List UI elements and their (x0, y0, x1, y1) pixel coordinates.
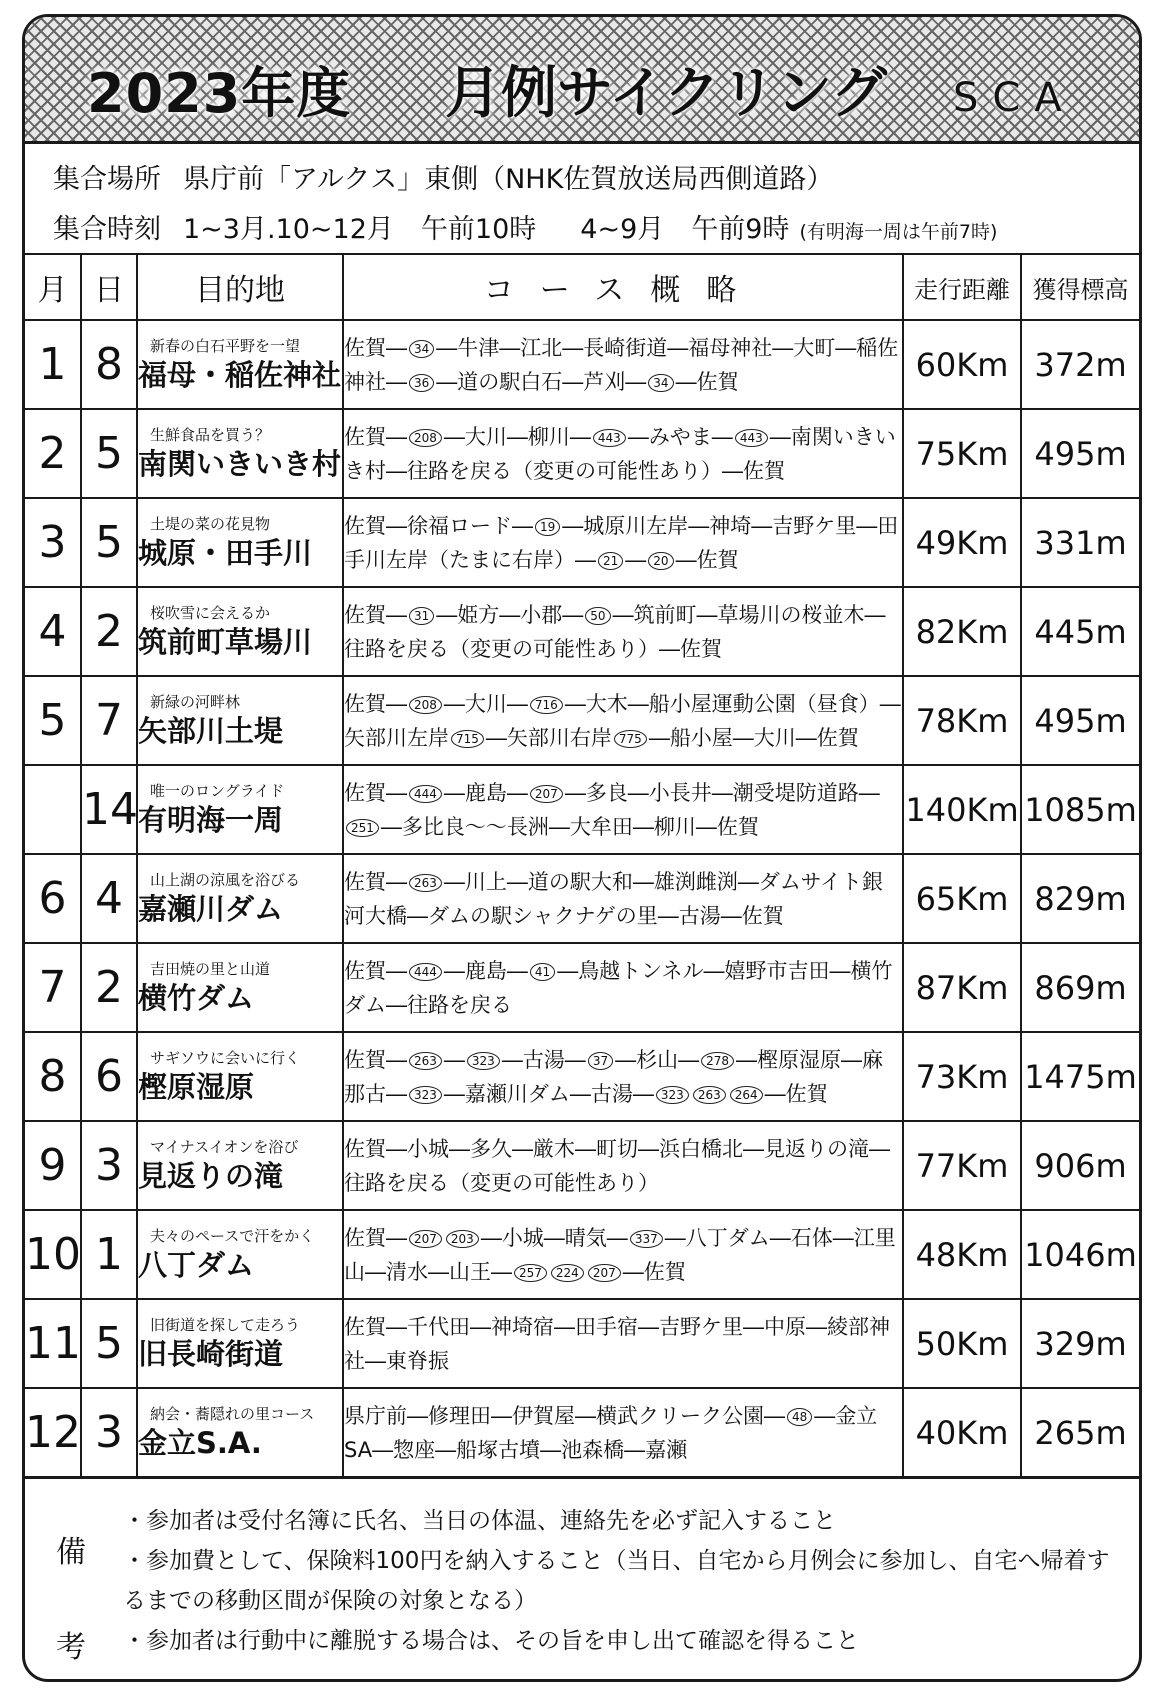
table-row (25, 1299, 1139, 1388)
remark-item: ・参加者は行動中に離脱する場合は、その旨を申し出て確認を得ること (123, 1628, 859, 1654)
course-cell (343, 1388, 903, 1477)
elevation-cell: 869m (1021, 943, 1139, 1032)
course-text: ―多比良〜〜長洲―大牟田―柳川―佐賀 (380, 814, 759, 839)
course-text: ―佐賀 (622, 1259, 686, 1284)
distance-cell: 48Km (903, 1210, 1021, 1299)
course-text: 佐賀― (344, 424, 407, 449)
route-number-badge: 208 (409, 429, 442, 447)
route-number-badge: 48 (787, 1408, 812, 1426)
meeting-time-winter: 1~3月.10~12月 午前10時 (183, 214, 537, 245)
route-number-badge: 337 (630, 1230, 663, 1248)
course-text: 佐賀― (344, 335, 407, 360)
route-number-badge: 19 (535, 518, 560, 536)
elevation-cell: 445m (1021, 587, 1139, 676)
destination-name: 樫原湿原 (138, 1069, 255, 1104)
course-text: 佐賀―千代田―神埼宿―田手宿―吉野ケ里―中原―綾部神社―東脊振 (344, 1314, 890, 1373)
meeting-time-label: 集合時刻 (53, 214, 161, 245)
course-text: 佐賀― (344, 869, 407, 894)
table-row (25, 409, 1139, 498)
distance-cell: 60Km (903, 320, 1021, 409)
course-text: ―金立SA―惣座―船塚古墳―池森橋―嘉瀬 (344, 1403, 878, 1462)
route-number-badge: 34 (409, 340, 434, 358)
elevation-cell: 331m (1021, 498, 1139, 587)
course-text: ―嘉瀬川ダム―古湯― (443, 1081, 654, 1106)
col-elevation: 獲得標高 (1021, 254, 1139, 320)
elevation-cell: 1046m (1021, 1210, 1139, 1299)
month-cell: 7 (25, 943, 81, 1032)
month-cell: 1 (25, 320, 81, 409)
table-row (25, 587, 1139, 676)
month-cell: 8 (25, 1032, 81, 1121)
elevation-cell: 1475m (1021, 1032, 1139, 1121)
course-text: ―みやま― (627, 424, 733, 449)
course-text: 佐賀― (344, 1225, 407, 1250)
day-cell: 2 (81, 943, 137, 1032)
course-text: ―八丁ダム―石体―江里山―清水―山王― (344, 1225, 896, 1284)
course-cell (343, 498, 903, 587)
course-text: ―道の駅白石―芦刈― (436, 369, 647, 394)
course-text: ―川上―道の駅大和―雄渕雌渕―ダムサイト銀河大橋―ダムの駅シャクナゲの里―古湯―佐賀 (344, 869, 884, 928)
course-cell (343, 676, 903, 765)
meeting-place-label: 集合場所 (53, 164, 161, 195)
course-text: ―古湯― (501, 1047, 586, 1072)
route-number-badge: 207 (588, 1264, 621, 1282)
route-number-badge: 36 (409, 374, 434, 392)
course-text: 佐賀― (344, 780, 407, 805)
route-number-badge: 263 (693, 1086, 726, 1104)
title-banner (25, 17, 1139, 144)
destination-name: 矢部川土堤 (138, 713, 284, 748)
meeting-time (53, 207, 997, 246)
col-distance: 走行距離 (903, 254, 1021, 320)
destination-subtitle: 新春の白石平野を一望 (150, 336, 301, 355)
elevation-cell: 329m (1021, 1299, 1139, 1388)
col-month: 月 (25, 254, 81, 320)
course-text: 佐賀― (344, 958, 407, 983)
course-cell (343, 765, 903, 854)
distance-cell: 50Km (903, 1299, 1021, 1388)
course-text: 佐賀― (344, 602, 407, 627)
table-row (25, 320, 1139, 409)
table-header-row (25, 254, 1139, 320)
route-number-badge: 716 (530, 696, 563, 714)
route-number-badge: 715 (451, 730, 484, 748)
col-course: コース概略 (343, 254, 903, 320)
destination-cell (137, 320, 343, 409)
course-text: ―佐賀 (675, 547, 739, 572)
course-text: ―矢部川右岸 (485, 725, 612, 750)
course-cell (343, 1032, 903, 1121)
table-row (25, 765, 1139, 854)
destination-name: 城原・田手川 (138, 535, 313, 570)
course-cell (343, 854, 903, 943)
destination-name: 金立S.A. (138, 1425, 262, 1460)
day-cell: 2 (81, 587, 137, 676)
table-row (25, 1121, 1139, 1210)
meeting-place-value: 県庁前「アルクス」東側（NHK佐賀放送局西側道路） (183, 164, 834, 195)
route-number-badge: 257 (514, 1264, 547, 1282)
meeting-place (53, 157, 833, 196)
table-row (25, 498, 1139, 587)
month-cell: 5 (25, 676, 81, 765)
destination-name: 南関いきいき村 (138, 446, 342, 481)
day-cell: 5 (81, 498, 137, 587)
course-cell (343, 409, 903, 498)
destination-cell (137, 1032, 343, 1121)
remark-item: ・参加費として、保険料100円を納入すること（当日、自宅から月例会に参加し、自宅へ帰着するまでの移動区間が保険の対象となる） (123, 1548, 1110, 1614)
elevation-cell: 265m (1021, 1388, 1139, 1477)
destination-name: 旧長崎街道 (138, 1336, 284, 1371)
schedule-sheet (22, 14, 1142, 1682)
month-cell: 6 (25, 854, 81, 943)
course-cell (343, 1121, 903, 1210)
meeting-time-summer: 4~9月 午前9時 (580, 214, 790, 245)
course-text: ― (625, 547, 647, 572)
route-number-badge: 50 (585, 607, 610, 625)
remarks-title: 備考 (56, 1535, 86, 1665)
route-number-badge: 323 (467, 1052, 500, 1070)
course-text: ―樫原湿原―麻那古― (344, 1047, 883, 1106)
route-number-badge: 278 (701, 1052, 734, 1070)
table-row (25, 1388, 1139, 1477)
route-number-badge: 251 (346, 819, 379, 837)
day-cell: 3 (81, 1121, 137, 1210)
day-cell: 1 (81, 1210, 137, 1299)
elevation-cell: 495m (1021, 409, 1139, 498)
route-number-badge: 444 (409, 963, 442, 981)
destination-subtitle: 新緑の河畔林 (150, 692, 241, 711)
route-number-badge: 224 (551, 1264, 584, 1282)
meeting-time-note: (有明海一周は午前7時) (799, 221, 998, 243)
distance-cell: 87Km (903, 943, 1021, 1032)
course-text: ―大川―柳川― (443, 424, 591, 449)
schedule-table (25, 253, 1139, 1478)
route-number-badge: 207 (409, 1230, 442, 1248)
route-number-badge: 323 (409, 1086, 442, 1104)
elevation-cell: 1085m (1021, 765, 1139, 854)
course-text: ― (443, 1047, 465, 1072)
destination-name: 福母・稲佐神社 (138, 357, 342, 392)
table-row (25, 1032, 1139, 1121)
course-cell (343, 587, 903, 676)
course-text: ―大川― (443, 691, 528, 716)
remarks-list (123, 1501, 1128, 1661)
course-text: ―佐賀 (675, 369, 739, 394)
elevation-cell: 372m (1021, 320, 1139, 409)
distance-cell: 78Km (903, 676, 1021, 765)
course-cell (343, 1210, 903, 1299)
course-text: ―筑前町―草場川の桜並木―往路を戻る（変更の可能性あり）―佐賀 (344, 602, 886, 661)
destination-name: 横竹ダム (138, 980, 255, 1015)
destination-name: 有明海一周 (138, 802, 284, 837)
distance-cell: 77Km (903, 1121, 1021, 1210)
col-day: 日 (81, 254, 137, 320)
table-row (25, 1210, 1139, 1299)
course-text: ―杉山― (615, 1047, 700, 1072)
course-text: ―多良―小長井―潮受堤防道路― (564, 780, 880, 805)
course-cell (343, 320, 903, 409)
month-cell: 9 (25, 1121, 81, 1210)
distance-cell: 140Km (903, 765, 1021, 854)
club-name: SCA (953, 75, 1076, 121)
destination-subtitle: 土堤の菜の花見物 (150, 514, 271, 533)
course-text: ―大木―船小屋運動公園（昼食）―矢部川左岸 (344, 691, 901, 750)
route-number-badge: 34 (648, 374, 673, 392)
destination-name: 嘉瀬川ダム (138, 891, 284, 926)
course-text: ―鳥越トンネル―嬉野市吉田―横竹ダム―往路を戻る (344, 958, 893, 1017)
destination-cell (137, 1121, 343, 1210)
destination-cell (137, 765, 343, 854)
destination-cell (137, 854, 343, 943)
route-number-badge: 21 (598, 552, 623, 570)
course-text: ―城原川左岸―神埼―吉野ケ里―田手川左岸（たまに右岸）― (344, 513, 899, 572)
elevation-cell: 829m (1021, 854, 1139, 943)
remark-item: ・参加者は受付名簿に氏名、当日の体温、連絡先を必ず記入すること (123, 1508, 836, 1534)
course-text: ―鹿島― (443, 958, 528, 983)
col-destination: 目的地 (137, 254, 343, 320)
day-cell: 5 (81, 1299, 137, 1388)
destination-subtitle: 夫々のペースで汗をかく (150, 1226, 315, 1245)
destination-name: 見返りの滝 (138, 1158, 284, 1193)
destination-cell (137, 498, 343, 587)
destination-subtitle: 桜吹雪に会えるか (150, 603, 271, 622)
day-cell: 8 (81, 320, 137, 409)
month-cell: 2 (25, 409, 81, 498)
route-number-badge: 264 (730, 1086, 763, 1104)
destination-subtitle: 納会・蕎隠れの里コース (150, 1404, 315, 1423)
month-cell: 11 (25, 1299, 81, 1388)
day-cell: 14 (81, 765, 137, 854)
destination-subtitle: 生鮮食品を買う？ (150, 425, 271, 444)
course-text: 佐賀― (344, 691, 407, 716)
course-cell (343, 1299, 903, 1388)
destination-subtitle: 吉田焼の里と山道 (150, 959, 271, 978)
route-number-badge: 41 (530, 963, 555, 981)
route-number-badge: 203 (446, 1230, 479, 1248)
elevation-cell: 906m (1021, 1121, 1139, 1210)
destination-cell (137, 1299, 343, 1388)
course-text: ―船小屋―大川―佐賀 (648, 725, 859, 750)
destination-cell (137, 409, 343, 498)
route-number-badge: 444 (409, 785, 442, 803)
route-number-badge: 37 (588, 1052, 613, 1070)
table-row (25, 854, 1139, 943)
course-text: ―牛津―江北―長崎街道―福母神社―大町―稲佐神社― (344, 335, 899, 394)
month-cell: 10 (25, 1210, 81, 1299)
remarks-section (25, 1476, 1139, 1682)
route-number-badge: 443 (735, 429, 768, 447)
course-text: ―小城―晴気― (480, 1225, 628, 1250)
course-text: 佐賀― (344, 1047, 407, 1072)
course-text: 佐賀―小城―多久―厳木―町切―浜白橋北―見返りの滝―往路を戻る（変更の可能性あり） (344, 1136, 890, 1195)
course-text: ―南関いきいき村―往路を戻る（変更の可能性あり）―佐賀 (344, 424, 896, 483)
route-number-badge: 208 (409, 696, 442, 714)
destination-name: 筑前町草場川 (138, 624, 313, 659)
destination-subtitle: 唯一のロングライド (150, 781, 285, 800)
destination-subtitle: 旧街道を探して走ろう (150, 1315, 301, 1334)
destination-subtitle: マイナスイオンを浴び (150, 1137, 299, 1156)
distance-cell: 40Km (903, 1388, 1021, 1477)
month-cell: 4 (25, 587, 81, 676)
distance-cell: 49Km (903, 498, 1021, 587)
destination-name: 八丁ダム (138, 1247, 255, 1282)
table-row (25, 943, 1139, 1032)
course-text: ―姫方―小郡― (436, 602, 584, 627)
distance-cell: 73Km (903, 1032, 1021, 1121)
route-number-badge: 263 (409, 874, 442, 892)
day-cell: 6 (81, 1032, 137, 1121)
destination-subtitle: 山上湖の涼風を浴びる (150, 870, 301, 889)
route-number-badge: 775 (614, 730, 647, 748)
route-number-badge: 31 (409, 607, 434, 625)
month-cell (25, 765, 81, 854)
day-cell: 7 (81, 676, 137, 765)
table-row (25, 676, 1139, 765)
route-number-badge: 263 (409, 1052, 442, 1070)
title-year: 2023年度 (87, 62, 352, 125)
destination-cell (137, 1388, 343, 1477)
course-text: ―佐賀 (764, 1081, 828, 1106)
destination-subtitle: サギソウに会いに行く (150, 1048, 301, 1067)
course-text: ―鹿島― (443, 780, 528, 805)
destination-cell (137, 943, 343, 1032)
course-text: 県庁前―修理田―伊賀屋―横武クリーク公園― (344, 1403, 785, 1428)
day-cell: 5 (81, 409, 137, 498)
title-main: 月例サイクリング (445, 61, 887, 126)
month-cell: 3 (25, 498, 81, 587)
destination-cell (137, 676, 343, 765)
route-number-badge: 323 (656, 1086, 689, 1104)
distance-cell: 65Km (903, 854, 1021, 943)
distance-cell: 82Km (903, 587, 1021, 676)
route-number-badge: 20 (648, 552, 673, 570)
elevation-cell: 495m (1021, 676, 1139, 765)
destination-cell (137, 1210, 343, 1299)
destination-cell (137, 587, 343, 676)
distance-cell: 75Km (903, 409, 1021, 498)
course-text: 佐賀―徐福ロード― (344, 513, 533, 538)
day-cell: 4 (81, 854, 137, 943)
course-cell (343, 943, 903, 1032)
day-cell: 3 (81, 1388, 137, 1477)
route-number-badge: 443 (593, 429, 626, 447)
route-number-badge: 207 (530, 785, 563, 803)
month-cell: 12 (25, 1388, 81, 1477)
